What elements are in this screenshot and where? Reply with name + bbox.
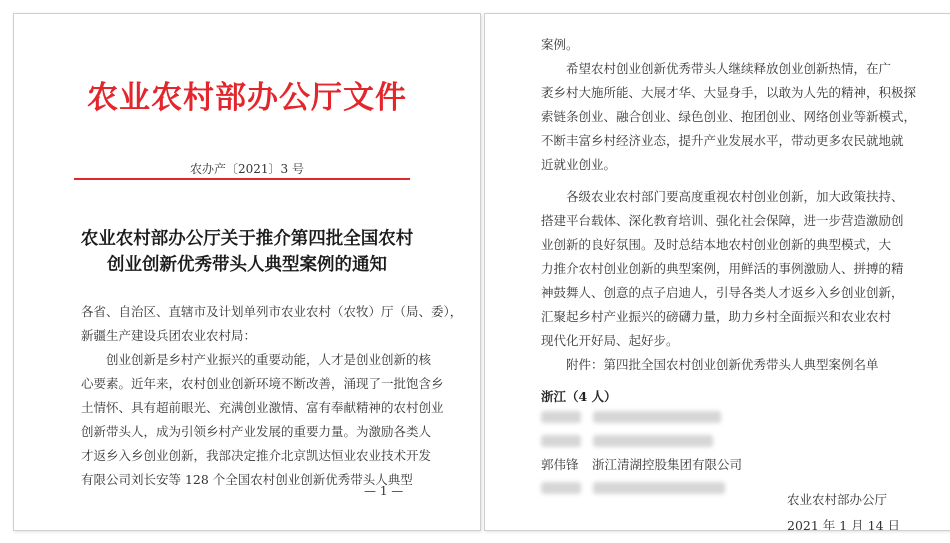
body-text-line: 汇聚起乡村产业振兴的磅礴力量，助力乡村全面振兴和农业农村 [541, 309, 892, 324]
issuing-authority: 农业农村部办公厅 [787, 492, 888, 507]
body-text-line: 才返乡入乡创业创新，我部决定推介北京凯达恒业农业技术开发 [81, 448, 432, 463]
body-text-line: 力推介农村创业创新的典型案例，用鲜活的事例激励人、拼搏的精 [541, 261, 904, 276]
body-text-line: 各级农业农村部门要高度重视农村创业创新，加大政策扶持、 [541, 189, 904, 204]
document-number: 农办产〔2021〕3 号 [190, 162, 304, 176]
body-text-line: 索链条创业、融合创业、绿色创业、抱团创业、网络创业等新模式， [541, 109, 917, 124]
body-text-line: 心要素。近年来，农村创业创新环境不断改善，涌现了一批饱含乡 [81, 376, 444, 391]
attachment-line: 附件：第四批全国农村创业创新优秀带头人典型案例名单 [541, 357, 879, 372]
body-text-line: 近就业创业。 [541, 157, 617, 172]
body-text-line: 希望农村创业创新优秀带头人继续释放创业创新热情，在广 [541, 61, 892, 76]
body-text-line: 土情怀、具有超前眼光、充满创业激情、富有奉献精神的农村创业 [81, 400, 444, 415]
redacted-name [541, 482, 581, 494]
body-text-line: 新疆生产建设兵团农业农村局： [81, 328, 257, 343]
redacted-org [593, 435, 713, 447]
notice-title-line: 创业创新优秀带头人典型案例的通知 [107, 255, 387, 275]
notice-title-line: 农业农村部办公厅关于推介第四批全国农村 [80, 229, 414, 249]
honoree-organization: 浙江清湖控股集团有限公司 [592, 457, 743, 472]
issue-date: 2021 年 1 月 14 日 [787, 518, 901, 531]
body-text-line: 现代化开好局、起好步。 [541, 333, 679, 348]
body-text-line: 神鼓舞人、创意的点子启迪人，引导各类人才返乡入乡创业创新， [541, 285, 904, 300]
body-text-line: 业创新的良好氛围。及时总结本地农村创业创新的典型模式，大 [541, 237, 892, 252]
honoree-name: 郭伟锋 [541, 457, 579, 472]
body-text-line: 有限公司刘长安等 128 个全国农村创业创新优秀带头人典型 [81, 472, 413, 487]
redacted-org [593, 482, 725, 494]
redacted-org [593, 411, 721, 423]
body-text-line: 搭建平台载体、深化教育培训、强化社会保障，进一步营造激励创 [541, 213, 904, 228]
page-number: — 1 — [364, 484, 404, 498]
body-text-line: 袤乡村大施所能、大展才华、大显身手，以敢为人先的精神，积极探 [541, 85, 917, 100]
body-text-line: 各省、自治区、直辖市及计划单列市农业农村（农牧）厅（局、委）， [81, 304, 463, 319]
body-text-line: 案例。 [541, 37, 579, 52]
body-text-line: 创新带头人，成为引领乡村产业发展的重要力量。为激励各类人 [81, 424, 432, 439]
document-header-title: 农业农村部办公厅文件 [87, 80, 407, 116]
page-2 [484, 13, 950, 531]
province-heading: 浙江（4 人） [541, 389, 617, 404]
body-text-line: 创业创新是乡村产业振兴的重要动能，人才是创业创新的核 [81, 352, 432, 367]
redacted-name [541, 435, 581, 447]
redacted-name [541, 411, 581, 423]
body-text-line: 不断丰富乡村经济业态，提升产业发展水平，带动更多农民就地就 [541, 133, 904, 148]
page-1 [13, 13, 481, 531]
notice-title [54, 226, 440, 278]
header-red-rule [74, 178, 410, 180]
